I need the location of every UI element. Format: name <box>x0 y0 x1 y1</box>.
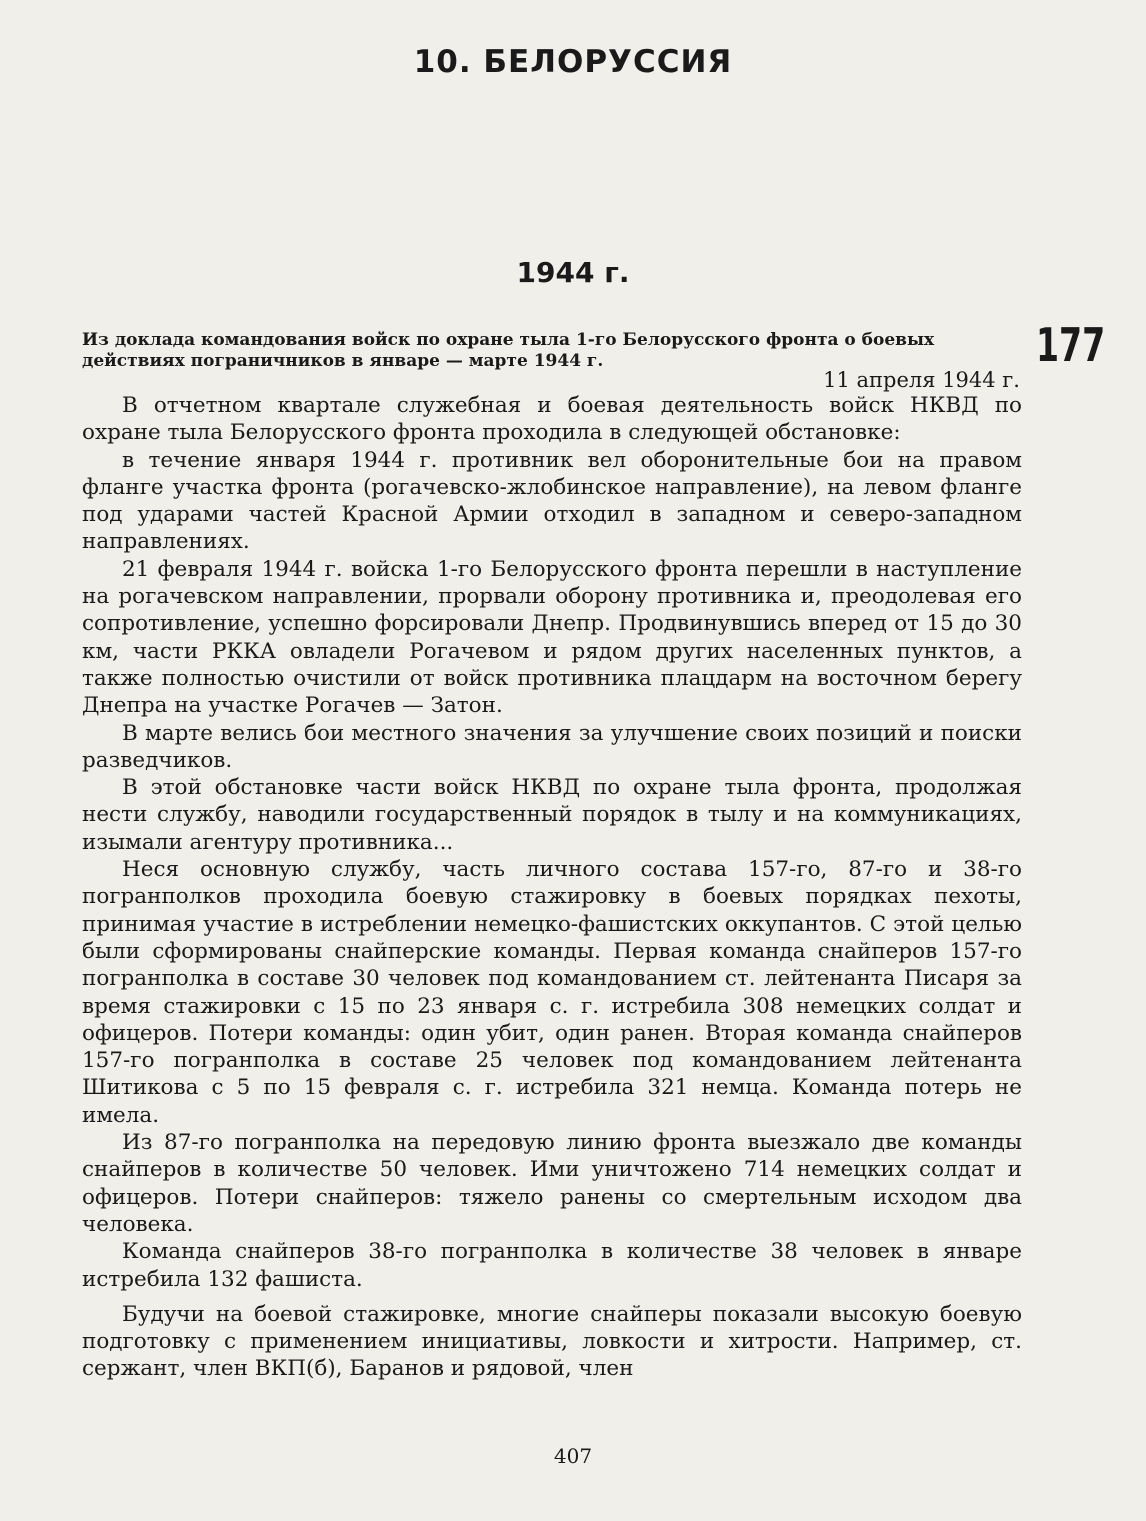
paragraph: Будучи на боевой стажировке, многие снайперы показали высокую боевую подготовку с применением инициативы, ловкости и хитрости. Например, ст. сержант, член ВКП(б), Баранов и рядовой, член <box>82 1301 1022 1382</box>
document-title: Из доклада командования войск по охране тыла 1-го Белорусского фронта о боевых действиях пограничников в январе — марте 1944 г. <box>82 330 935 371</box>
paragraph: В отчетном квартале служебная и боевая деятельность войск НКВД по охране тыла Белорусского фронта проходила в следующей обстановке: <box>82 393 1022 446</box>
paragraph: 21 февраля 1944 г. войска 1-го Белорусского фронта перешли в наступление на рогачевском направлении, прорвали оборону противника и, преодолевая его сопротивление, успешно форсировали Днепр. Продвинувшись вперед от 15 до 30 км, части РККА овладели Рогачевом и рядом других населенных пунктов, а также полностью очистили от войск противника плацдарм на восточном берегу Днепра на участке Рогачев — Затон. <box>82 556 1022 719</box>
document-body <box>82 392 1022 1383</box>
paragraph: Из 87-го погранполка на передовую линию фронта выезжало две команды снайперов в количестве 50 человек. Ими уничтожено 714 немецких солдат и офицеров. Потери снайперов: тяжело ранены со смертельным исходом два человека. <box>82 1130 1022 1237</box>
paragraph: Неся основную службу, часть личного состава 157-го, 87-го и 38-го погранполков проходила боевую стажировку в боевых порядках пехоты, принимая участие в истреблении немецко-фашистских оккупантов. С этой целью были сформированы снайперские команды. Первая команда снайперов 157-го погранполка в составе 30 человек под командованием ст. лейтенанта Писаря за время стажировки с 15 по 23 января с. г. истребила 308 немецких солдат и офицеров. Потери команды: один убит, один ранен. Вторая команда снайперов 157-го погранполка в составе 25 человек под командованием лейтенанта Шитикова с 5 по 15 февраля с. г. истребила 321 немца. Команда потерь не имела. <box>82 857 1022 1128</box>
year-heading: 1944 г. <box>516 256 630 289</box>
page-number: 407 <box>553 1444 593 1468</box>
paragraph: В этой обстановке части войск НКВД по охране тыла фронта, продолжая нести службу, наводили государственный порядок в тылу и на коммуникациях, изымали агентуру противника... <box>82 775 1022 855</box>
document-date: 11 апреля 1944 г. <box>823 368 1020 392</box>
paragraph: В марте велись бои местного значения за улучшение своих позиций и поиски разведчиков. <box>82 720 1022 773</box>
chapter-title: 10. БЕЛОРУССИЯ <box>413 44 733 80</box>
document-number: 177 <box>1036 318 1106 372</box>
paragraph: Команда снайперов 38-го погранполка в количестве 38 человек в январе истребила 132 фашиста. <box>82 1239 1022 1292</box>
paragraph: в течение января 1944 г. противник вел оборонительные бои на правом фланге участка фронта (рогачевско-жлобинское направление), на левом фланге под ударами частей Красной Армии отходил в западном и северо-западном направлениях. <box>82 447 1022 555</box>
